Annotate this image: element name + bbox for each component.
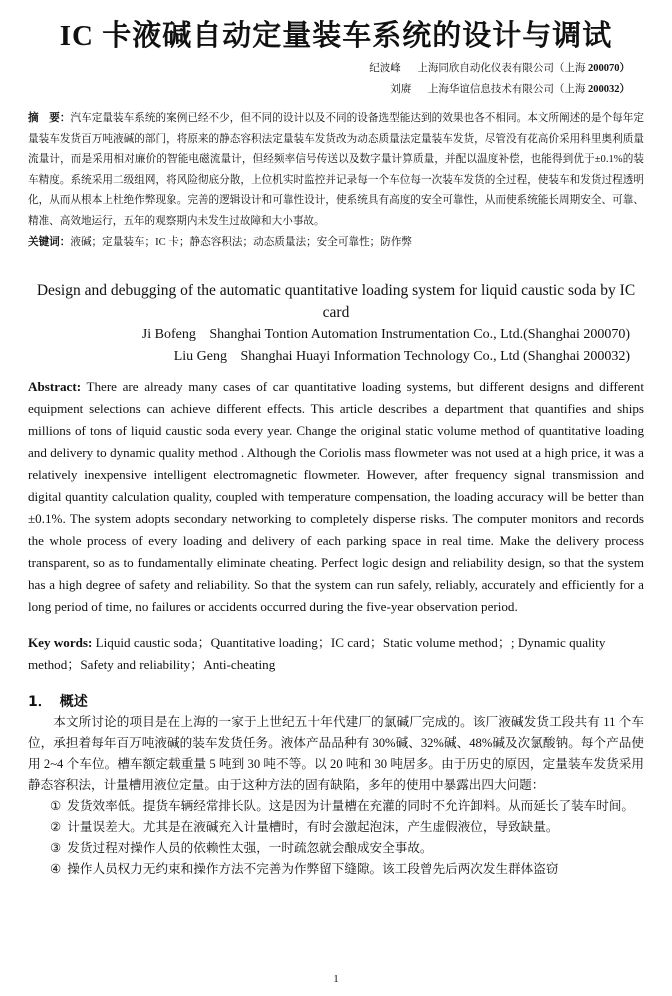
- list-item: [28, 859, 644, 880]
- list-item-text: 操作人员权力无约束和操作方法不完善为作弊留下缝隙。该工段曾先后两次发生群体盗窃: [67, 861, 559, 876]
- list-marker: ①: [50, 798, 62, 813]
- page-number: 1: [333, 973, 339, 985]
- abstract-cn-text: 汽车定量装车系统的案例已经不少，但不同的设计以及不同的设备选型能达到的效果也各不相同。本文所阐述的是个每年定量装车发货百万吨液碱的部门，将原来的静态容积法定量装车发货改为动态质量法定量装车发货，尽管没有花高价采用科里奥利质量流量计，而是采用相对廉价的智能电磁流量计，但经频率信号传送以及数字量计算质量，并配以温度补偿，也能得到优于±0.1%的装车精度。系统采用二级组网，将风险彻底分散，上位机实时监控并记录每一个车位每一次装车发货的全过程，使装车和发货过程透明化，从而从根本上杜绝作弊现象。完善的逻辑设计和可靠性设计，使系统具有高度的安全可靠性，从而使系统能长周期安全、可靠、精准、高效地运行，五年的观察期内未发生过故障和大小事故。: [28, 113, 644, 227]
- list-item: [28, 796, 644, 817]
- author-cn-2: [28, 79, 644, 100]
- list-marker: ④: [50, 861, 62, 876]
- section-title: 概述: [59, 693, 88, 710]
- abstract-cn: [28, 108, 644, 232]
- keywords-cn: [28, 232, 644, 254]
- author-en-affiliation: Shanghai Tontion Automation Instrumentation Co., Ltd.(Shanghai 200070): [209, 326, 630, 342]
- author-en-affiliation: Shanghai Huayi Information Technology Co., Ltd (Shanghai 200032): [240, 348, 630, 364]
- author-cn-name: 刘赓: [390, 84, 412, 95]
- author-cn-postcode: 200070）: [588, 63, 630, 74]
- author-en-2: [28, 346, 644, 368]
- abstract-en-label: Abstract:: [28, 378, 82, 394]
- author-cn-1: [28, 58, 644, 79]
- paper-title-cn: IC 卡液碱自动定量装车系统的设计与调试: [59, 20, 613, 52]
- list-marker: ②: [50, 819, 62, 834]
- paper-title-en: Design and debugging of the automatic quantitative loading system for liquid caustic soda by IC card: [36, 281, 636, 321]
- list-item-text: 发货过程对操作人员的依赖性太强，一时疏忽就会酿成安全事故。: [67, 840, 433, 855]
- list-item-text: 发货效率低。提货车辆经常排长队。这是因为计量槽在充灌的同时不允许卸料。从而延长了装车时间。: [67, 798, 635, 813]
- section-heading: [28, 692, 644, 712]
- list-marker: ③: [50, 840, 62, 855]
- list-item: [28, 817, 644, 838]
- list-item-text: 计量误差大。尤其是在液碱充入计量槽时，有时会激起泡沫，产生虚假液位，导致缺量。: [67, 819, 559, 834]
- abstract-en: [28, 376, 644, 618]
- body-paragraph: 本文所讨论的项目是在上海的一家于上世纪五十年代建厂的氯碱厂完成的。该厂液碱发货工段共有 11 个车位，承担着每年百万吨液碱的装车发货任务。液体产品品种有 30%碱、32%碱、48%碱及次氯酸钠。每个产品使用 2~4 个车位。槽车额定载重量 5 吨到 30 吨不等。以 20 吨和 30 吨居多。由于历史的原因，定量装车发货采用静态容积法，计量槽用液位定量。由于这种方法的固有缺陷，多年的使用中暴露出四大问题：: [28, 714, 644, 792]
- author-cn-name: 纪波峰: [369, 63, 401, 74]
- keywords-en-text: Liquid caustic soda；Quantitative loading；IC card；Static volume method；; Dynamic quality method；Safety and reliability；Anti-cheating: [28, 634, 606, 672]
- author-en-name: Liu Geng: [173, 348, 227, 364]
- section-number: 1．: [28, 693, 52, 710]
- author-cn-affiliation: 上海华谊信息技术有限公司（上海: [427, 84, 586, 95]
- paper-page: [0, 14, 672, 996]
- author-cn-postcode: 200032）: [588, 84, 630, 95]
- author-en-1: [28, 324, 644, 346]
- author-en-name: Ji Bofeng: [141, 326, 196, 342]
- keywords-cn-label: 关键词：: [28, 236, 71, 248]
- abstract-en-text: There are already many cases of car quantitative loading systems, but different designs and different equipment selections can achieve different effects. This article describes a department that quantifies and ships millions of tons of liquid caustic soda every year. Change the original static volume method of quantitative loading and delivery to dynamic quality method . Although the Coriolis mass flowmeter was not used at a high price, it was a relatively inexpensive intelligent electromagnetic flowmeter. However, after frequency signal transmission and digital quantity calculation quality, coupled with temperature compensation, the loading accuracy will be better than ±0.1%. The system adopts secondary networking to completely disperse risks. The computer monitors and records the whole process of every loading and delivery of each parking space in real time. Make the delivery process transparent, so as to fundamentally eliminate cheating. Perfect logic design and reliability design, so that the system has a high degree of safety and reliability. So that the system can run safely, reliably, accurately and efficiently for a long period of time, no failures or accidents occurred during the five-year observation period.: [28, 378, 644, 614]
- author-cn-affiliation: 上海同欣自动化仪表有限公司（上海: [417, 63, 586, 74]
- list-item: [28, 838, 644, 859]
- keywords-en: [28, 632, 644, 676]
- keywords-en-label: Key words:: [28, 634, 93, 650]
- abstract-cn-label: 摘 要：: [28, 112, 71, 124]
- keywords-cn-text: 液碱；定量装车；IC 卡；静态容积法；动态质量法；安全可靠性；防作弊: [70, 237, 413, 248]
